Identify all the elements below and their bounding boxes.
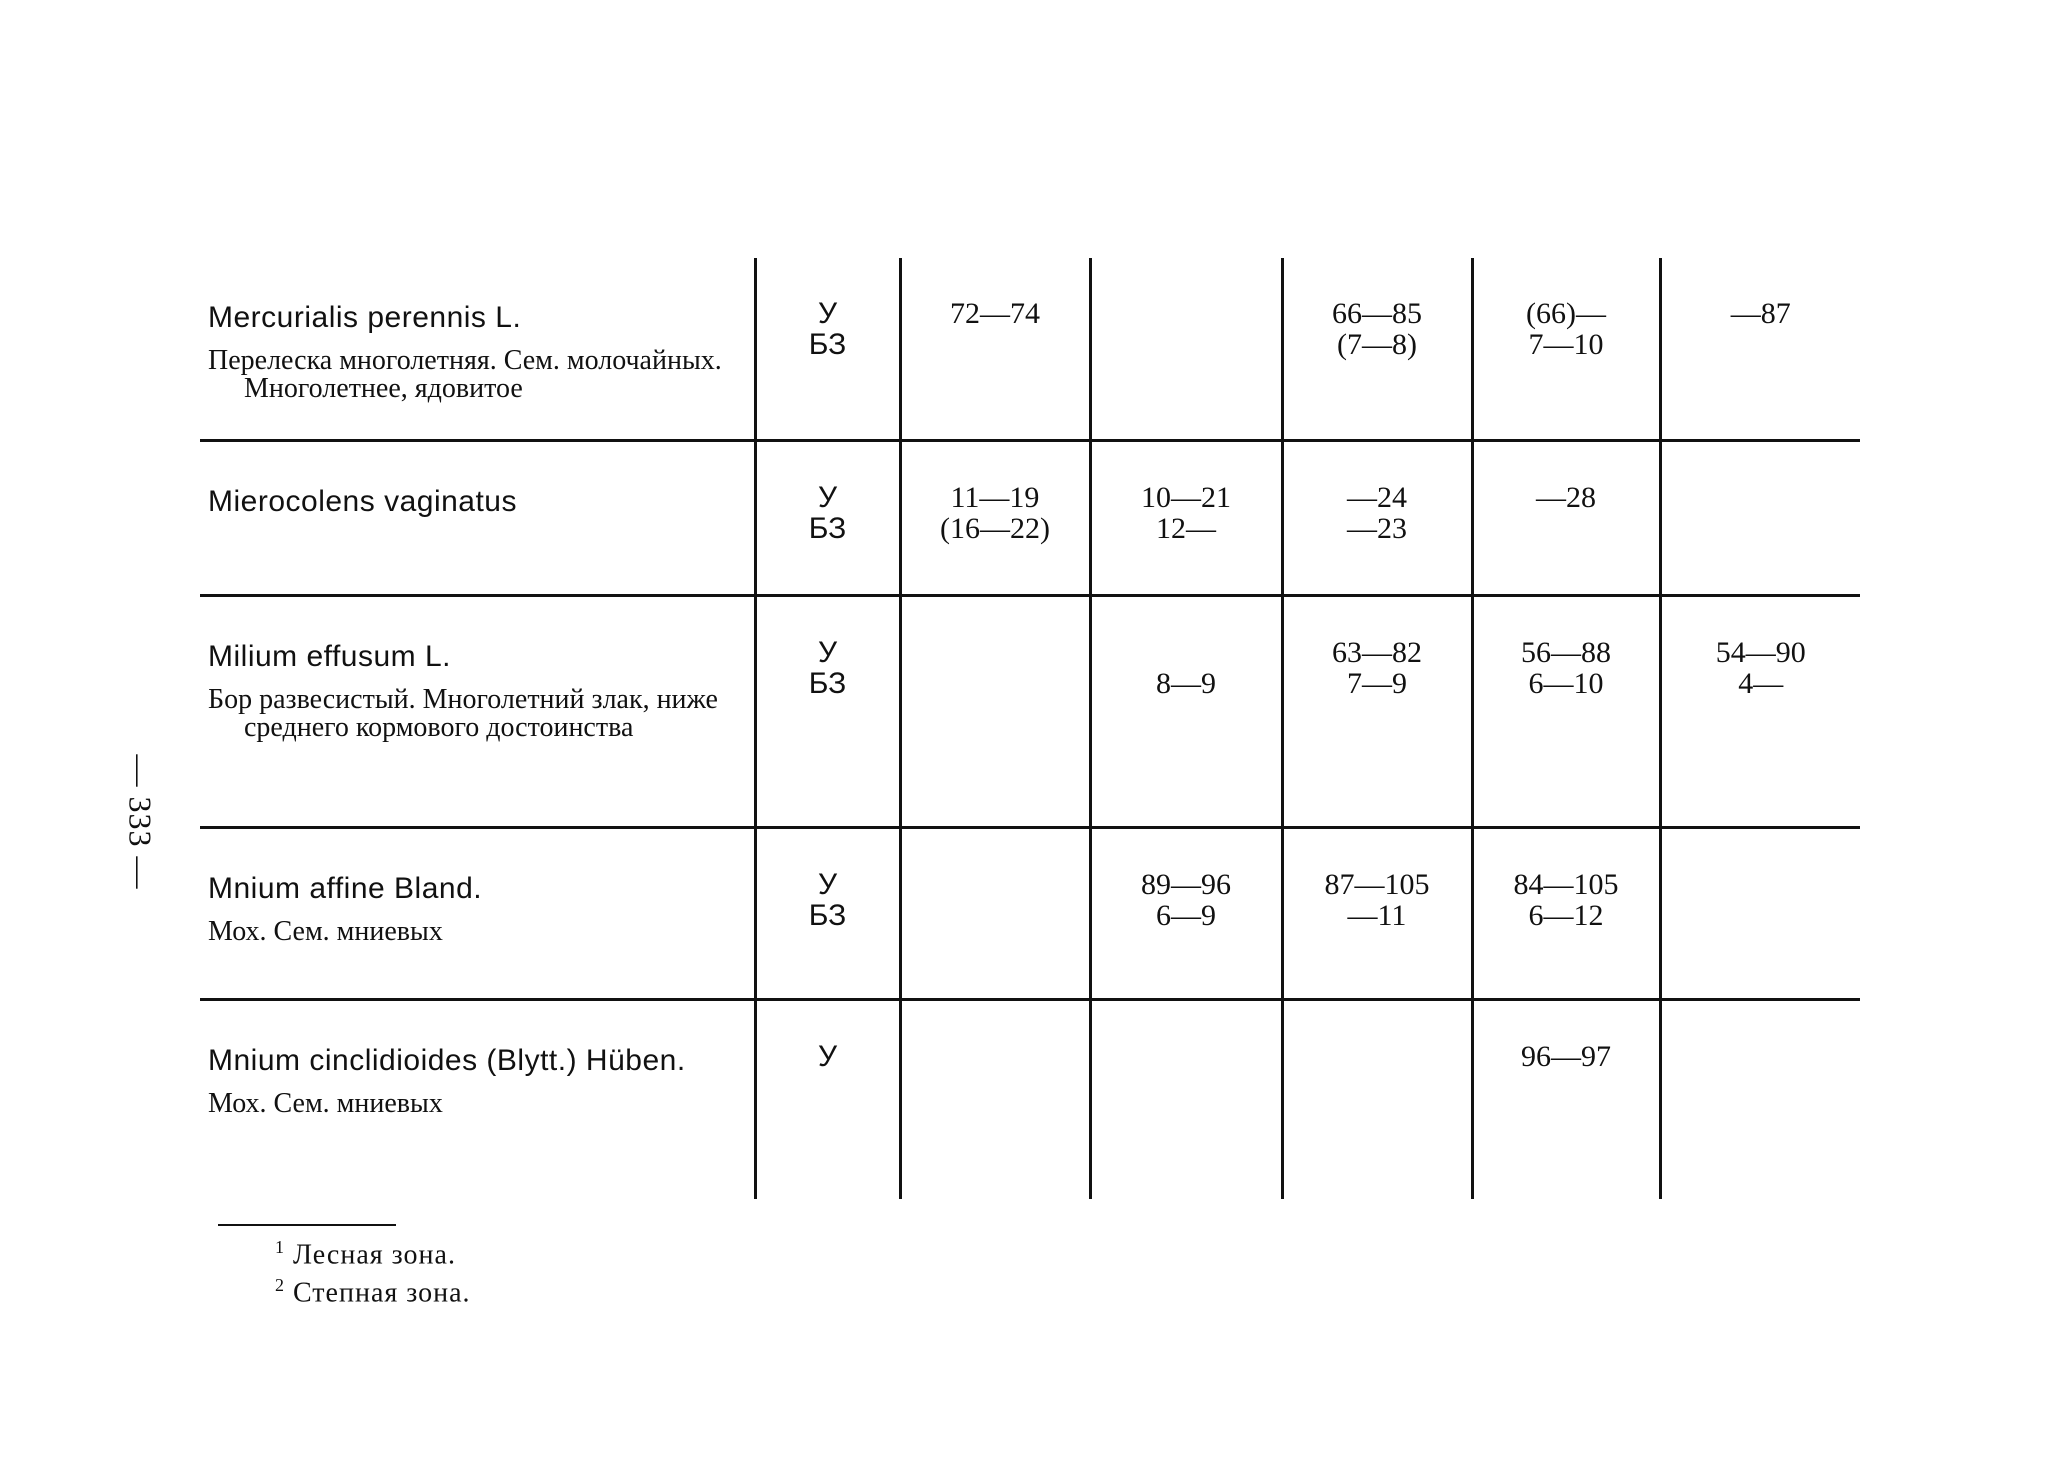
page-number: — 333 —: [122, 754, 159, 890]
table-row: [200, 999, 1860, 1199]
value-line: 89—96: [1141, 867, 1231, 901]
zone-cell: [755, 258, 900, 440]
value-cell: [1090, 999, 1282, 1199]
species-name-cell: [200, 999, 755, 1199]
value-cell: [1090, 440, 1282, 595]
zone-cell: [755, 440, 900, 595]
value-cell: [900, 440, 1090, 595]
value-line: 7—10: [1528, 328, 1604, 361]
table-row: [200, 440, 1860, 595]
value-line: 56—88: [1521, 635, 1611, 669]
species-latin-name: Mnium affine Bland.: [208, 871, 483, 905]
value-line: —23: [1347, 511, 1407, 545]
species-description: Мох. Сем. мниевых: [208, 915, 443, 947]
species-latin-name: Milium effusum L.: [208, 639, 452, 673]
zone-label: У: [817, 297, 838, 330]
value-cell: [1090, 827, 1282, 999]
value-line: 6—10: [1528, 666, 1604, 700]
zone-label: БЗ: [808, 511, 847, 545]
value-cell: [1090, 258, 1282, 440]
value-cell: [1660, 827, 1860, 999]
zone-label: БЗ: [808, 328, 847, 361]
value-line: 6—9: [1156, 898, 1216, 932]
value-cell: [1472, 595, 1660, 827]
value-cell: [1282, 827, 1472, 999]
value-cell: [1660, 258, 1860, 440]
value-cell: [1472, 827, 1660, 999]
table-row: [200, 258, 1860, 440]
zone-label: У: [817, 635, 838, 669]
species-table: [200, 258, 1860, 1199]
species-description: Бор развесистый. Многолетний злак, ниже среднего кормового достоинства: [208, 683, 718, 743]
species-name-cell: [200, 827, 755, 999]
value-line: 54—90: [1715, 635, 1806, 669]
zone-label: У: [817, 480, 838, 514]
table-row: [200, 595, 1860, 827]
value-line: —28: [1536, 480, 1596, 514]
species-description: Перелеска многолетняя. Сем. молочайных. Многолетнее, ядовитое: [208, 345, 722, 404]
species-name-cell: [200, 440, 755, 595]
value-cell: [1472, 258, 1660, 440]
value-cell: [1090, 595, 1282, 827]
footnote-1: $^1$ Лесная зона.: [275, 1237, 456, 1271]
footnote-2: $^2$ Степная зона.: [275, 1275, 471, 1309]
value-cell: [900, 827, 1090, 999]
value-line: 4—: [1738, 666, 1784, 700]
species-description: Мох. Сем. мниевых: [208, 1087, 443, 1119]
zone-label: БЗ: [808, 666, 847, 700]
zone-cell: [755, 595, 900, 827]
species-name-cell: [200, 595, 755, 827]
value-cell: [1660, 440, 1860, 595]
table-row: [200, 827, 1860, 999]
value-cell: [900, 258, 1090, 440]
value-line: (7—8): [1337, 328, 1417, 361]
value-cell: [1660, 999, 1860, 1199]
value-line: [1092, 637, 1281, 668]
value-cell: [1282, 999, 1472, 1199]
value-line: 66—85: [1332, 297, 1422, 330]
zone-label: БЗ: [808, 898, 847, 932]
value-line: 87—105: [1324, 867, 1430, 901]
value-line: 63—82: [1332, 635, 1422, 669]
value-cell: [1472, 999, 1660, 1199]
value-cell: [1282, 440, 1472, 595]
value-line: 84—105: [1513, 867, 1619, 901]
value-line: 7—9: [1347, 666, 1407, 700]
value-line: —87: [1730, 297, 1791, 330]
species-name-cell: [200, 258, 755, 440]
value-line: (66)—: [1526, 297, 1606, 330]
value-line: 10—21: [1141, 480, 1231, 514]
value-line: 11—19: [950, 480, 1040, 514]
footnotes: [275, 1232, 471, 1309]
species-latin-name: Mierocolens vaginatus: [208, 484, 517, 518]
footnote-rule: [218, 1224, 396, 1226]
value-line: 8—9: [1156, 666, 1216, 700]
value-cell: [1660, 595, 1860, 827]
value-line: 72—74: [950, 297, 1040, 330]
value-cell: [1282, 595, 1472, 827]
zone-label: У: [817, 1039, 838, 1073]
species-latin-name: Mercurialis perennis L.: [208, 301, 522, 334]
zone-cell: [755, 827, 900, 999]
species-latin-name: Mnium cinclidioides (Blytt.) Hüben.: [208, 1043, 686, 1077]
value-cell: [900, 999, 1090, 1199]
value-cell: [1282, 258, 1472, 440]
zone-label: У: [817, 867, 838, 901]
value-cell: [1472, 440, 1660, 595]
value-line: 12—: [1156, 511, 1216, 545]
value-line: —11: [1347, 898, 1407, 932]
value-line: (16—22): [940, 511, 1050, 545]
value-cell: [900, 595, 1090, 827]
value-line: 96—97: [1521, 1039, 1611, 1073]
zone-cell: [755, 999, 900, 1199]
value-line: —24: [1347, 480, 1407, 514]
value-line: 6—12: [1528, 898, 1604, 932]
